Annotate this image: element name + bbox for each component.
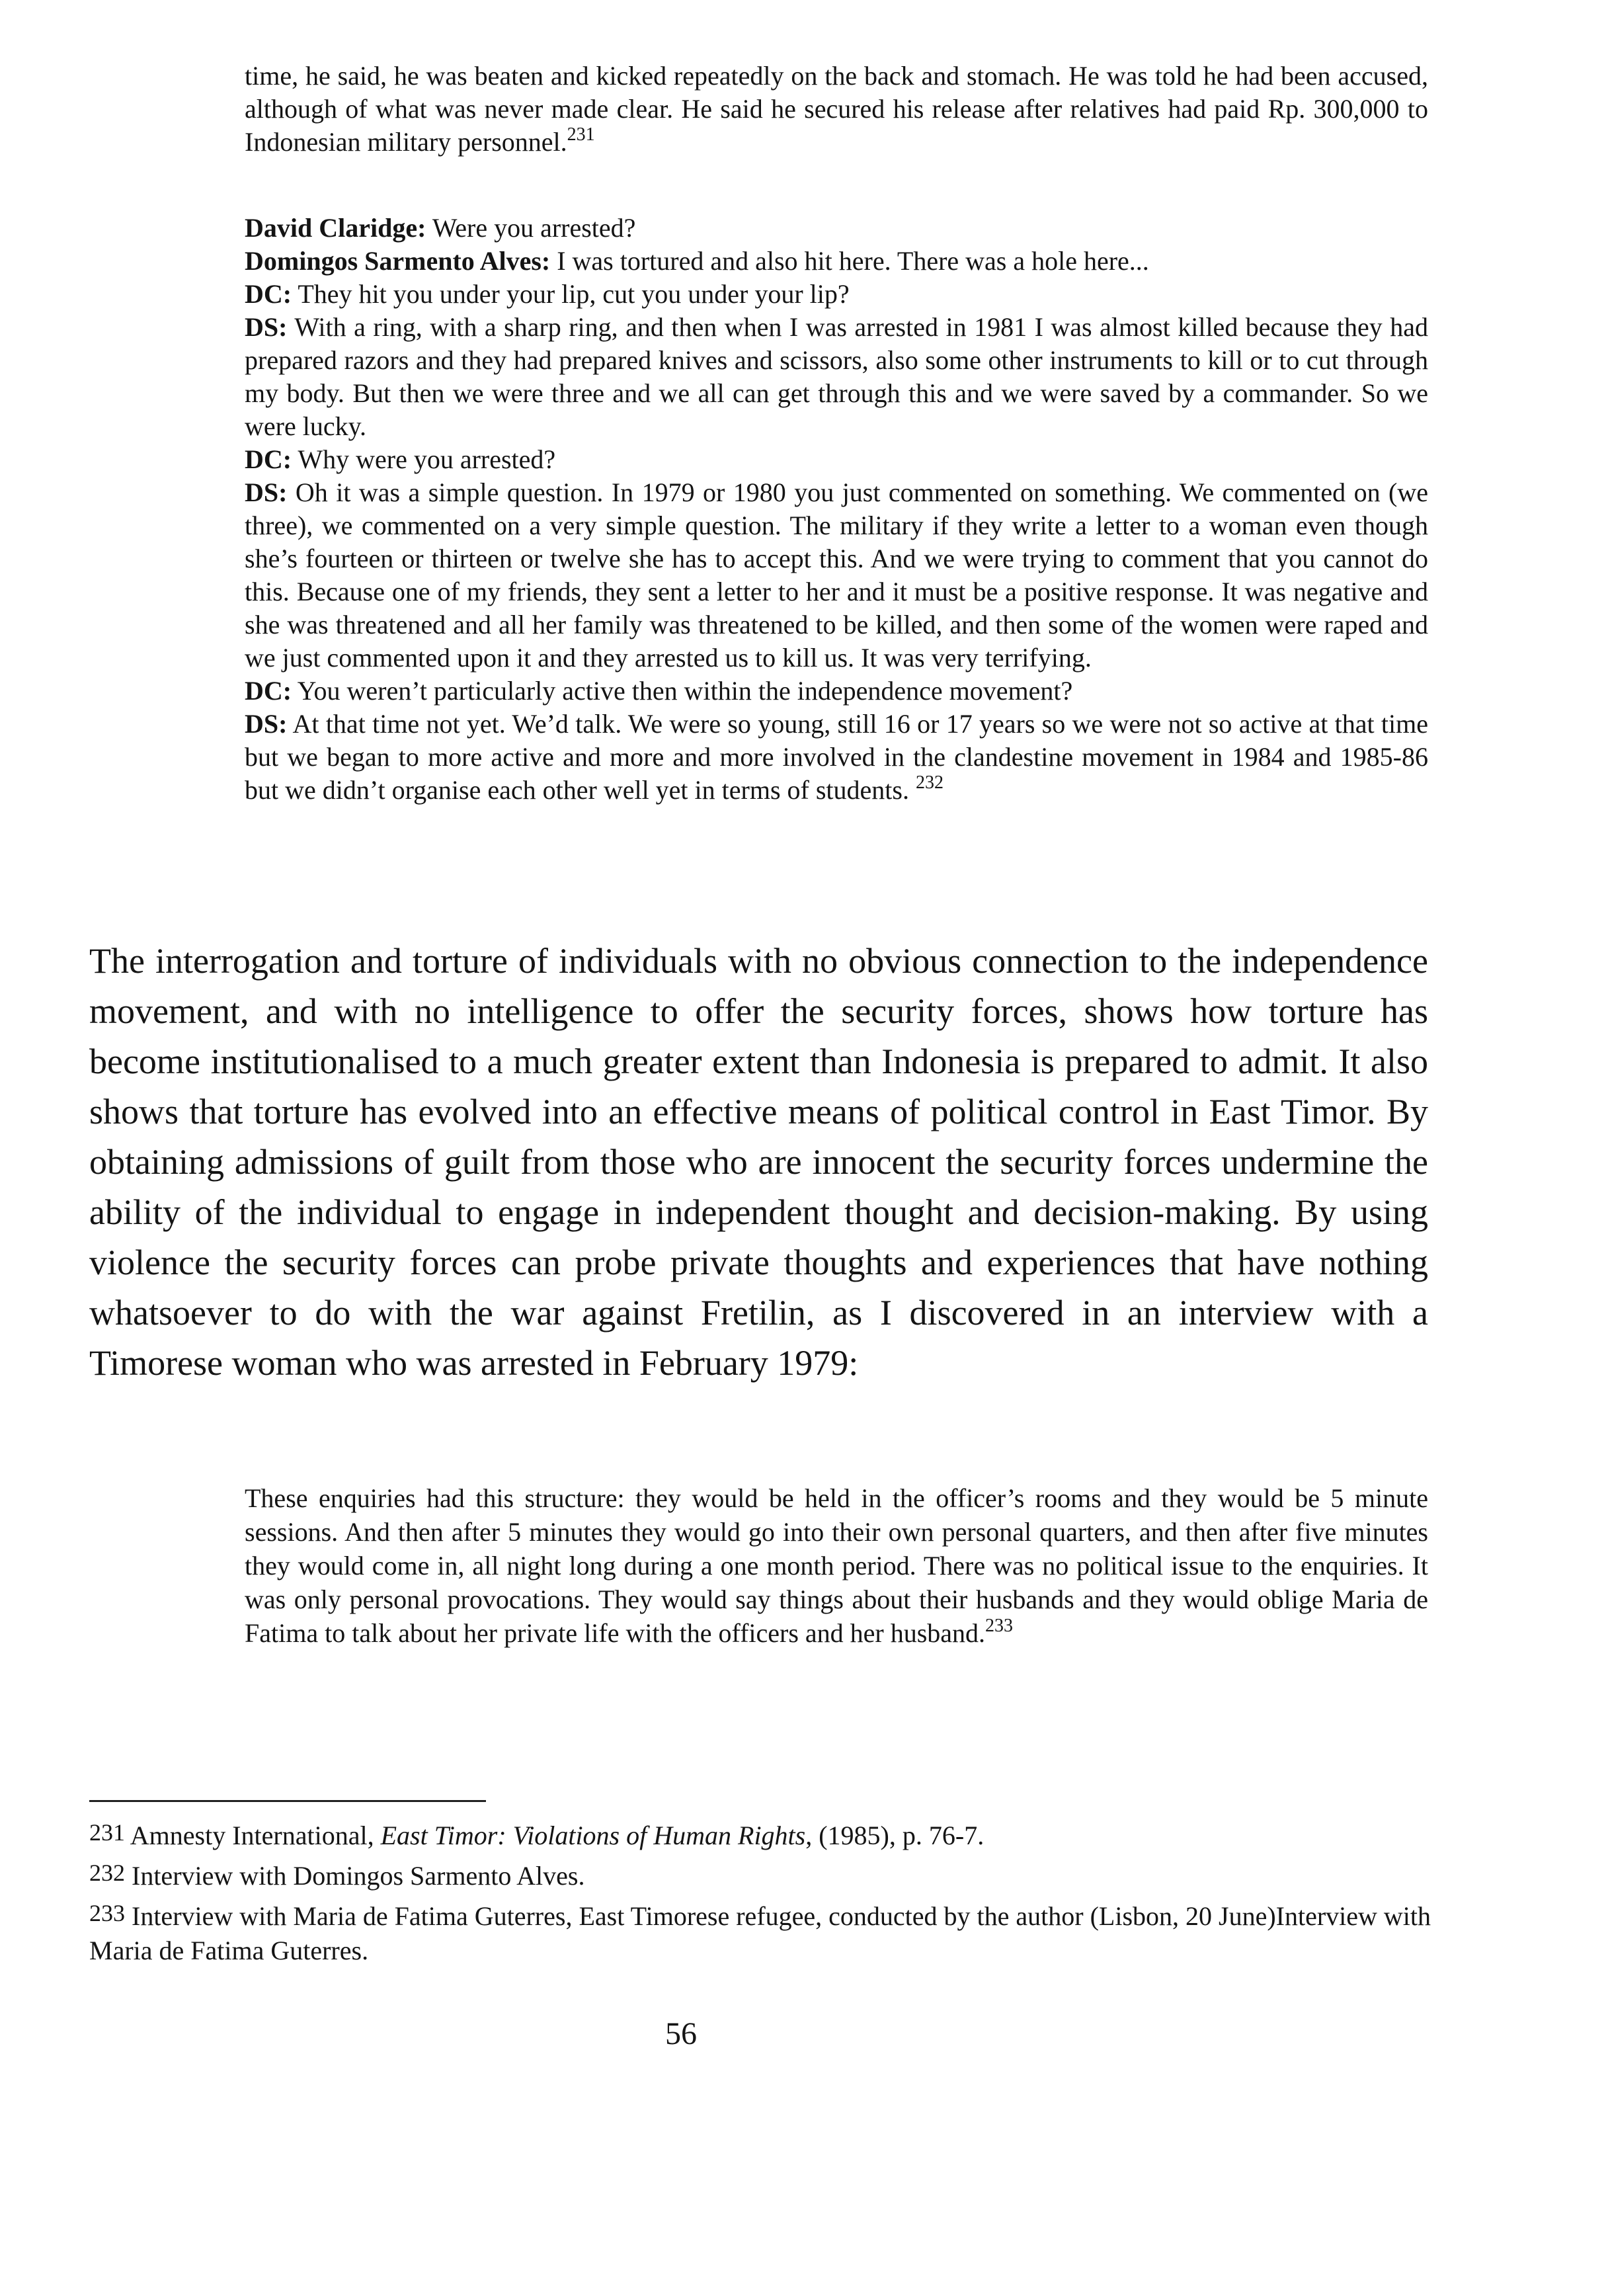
speech-text: I was tortured and also hit here. There was a hole here... xyxy=(550,246,1149,276)
interview-line xyxy=(245,675,1428,708)
page-number: 56 xyxy=(665,2016,697,2051)
interview-transcript xyxy=(245,212,1428,807)
footnote-item xyxy=(89,1815,1438,1853)
quote-text: time, he said, he was beaten and kicked repeatedly on the back and stomach. He was told he had been accused, although of what was never made clear. He said he secured his release after relatives had paid Rp. 300,000 to Indonesian military personnel. xyxy=(245,61,1428,157)
interview-line xyxy=(245,443,1428,476)
footnote-text: Amnesty International, xyxy=(125,1821,381,1850)
footnote-text: Interview with Maria de Fatima Guterres, East Timorese refugee, conducted by the author (Lisbon, 20 June)Interview with Maria de Fatima Guterres. xyxy=(89,1901,1431,1965)
footnote-ref: 232 xyxy=(915,772,944,793)
footnotes xyxy=(89,1815,1438,1971)
footnote-ref: 231 xyxy=(567,124,595,145)
footnote-title: East Timor: Violations of Human Rights xyxy=(380,1821,806,1850)
speaker-label: DS: xyxy=(245,312,288,342)
footnote-number: 231 xyxy=(89,1819,125,1846)
footnote-divider xyxy=(89,1800,486,1802)
body-paragraph: The interrogation and torture of individuals with no obvious connection to the independence movement, and with no intelligence to offer the security forces, shows how torture has become institutionalised to a much greater extent than Indonesia is prepared to admit. It also shows that torture has evolved into an effective means of political control in East Timor. By obtaining admissions of guilt from those who are innocent the security forces undermine the ability of the individual to engage in independent thought and decision-making. By using violence the security forces can probe private thoughts and experiences that have nothing whatsoever to do with the war against Fretilin, as I discovered in an interview with a Timorese woman who was arrested in February 1979: xyxy=(89,941,1428,1383)
footnote-number: 232 xyxy=(89,1860,125,1886)
speech-text: Were you arrested? xyxy=(426,213,636,243)
speaker-label: DC: xyxy=(245,279,292,309)
speaker-label: DS: xyxy=(245,709,288,739)
speech-text: At that time not yet. We’d talk. We were so young, still 16 or 17 years so we were not so active at that time but we began to more active and more and more involved in the clandestine movement in 1984 and 1985-86 but we didn’t organise each other well yet in terms of students. xyxy=(245,709,1428,805)
speech-text: Why were you arrested? xyxy=(292,444,556,474)
interview-line xyxy=(245,278,1428,311)
interview-line xyxy=(245,212,1428,245)
interview-line xyxy=(245,708,1428,807)
footnote-text-end: , (1985), p. 76-7. xyxy=(805,1821,985,1850)
interview-line xyxy=(245,476,1428,675)
speaker-label: DC: xyxy=(245,444,292,474)
speaker-label: David Claridge: xyxy=(245,213,426,243)
speaker-label: DS: xyxy=(245,477,288,507)
speaker-label: DC: xyxy=(245,676,292,706)
speech-text: You weren’t particularly active then within the independence movement? xyxy=(292,676,1073,706)
interview-line xyxy=(245,311,1428,443)
footnote-item xyxy=(89,1856,1438,1893)
footnote-text: Interview with Domingos Sarmento Alves. xyxy=(125,1861,585,1891)
block-quote-enquiries xyxy=(245,1481,1428,1650)
quote-paragraph xyxy=(245,1481,1428,1650)
speaker-label: Domingos Sarmento Alves: xyxy=(245,246,551,276)
interview-line xyxy=(245,245,1428,278)
quote-text: These enquiries had this structure: they would be held in the officer’s rooms and they would be 5 minute sessions. And then after 5 minutes they would go into their own personal quarters, and then after five minutes they would come in, all night long during a one month period. There was no political issue to the enquiries. It was only personal provocations. They would say things about their husbands and they would oblige Maria de Fatima to talk about her private life with the officers and her husband. xyxy=(245,1483,1428,1648)
footnote-item xyxy=(89,1896,1438,1968)
speech-text: They hit you under your lip, cut you under your lip? xyxy=(292,279,850,309)
speech-text: With a ring, with a sharp ring, and then when I was arrested in 1981 I was almost killed because they had prepared razors and they had prepared knives and scissors, also some other instruments to kill or to cut through my body. But then we were three and we all can get through this and we were saved by a commander. So we were lucky. xyxy=(245,312,1428,441)
block-quote-testimony xyxy=(245,60,1428,159)
quote-paragraph xyxy=(245,60,1428,159)
footnote-number: 233 xyxy=(89,1900,125,1926)
footnote-ref: 233 xyxy=(985,1616,1014,1636)
speech-text: Oh it was a simple question. In 1979 or 1980 you just commented on something. We commented on (we three), we commented on a very simple question. The military if they write a letter to a woman even though she’s fourteen or thirteen or twelve she has to accept this. And we were trying to comment that you cannot do this. Because one of my friends, they sent a letter to her and it must be a positive response. It was negative and she was threatened and all her family was threatened to be killed, and then some of the women were raped and we just commented upon it and they arrested us to kill us. It was very terrifying. xyxy=(245,477,1428,673)
